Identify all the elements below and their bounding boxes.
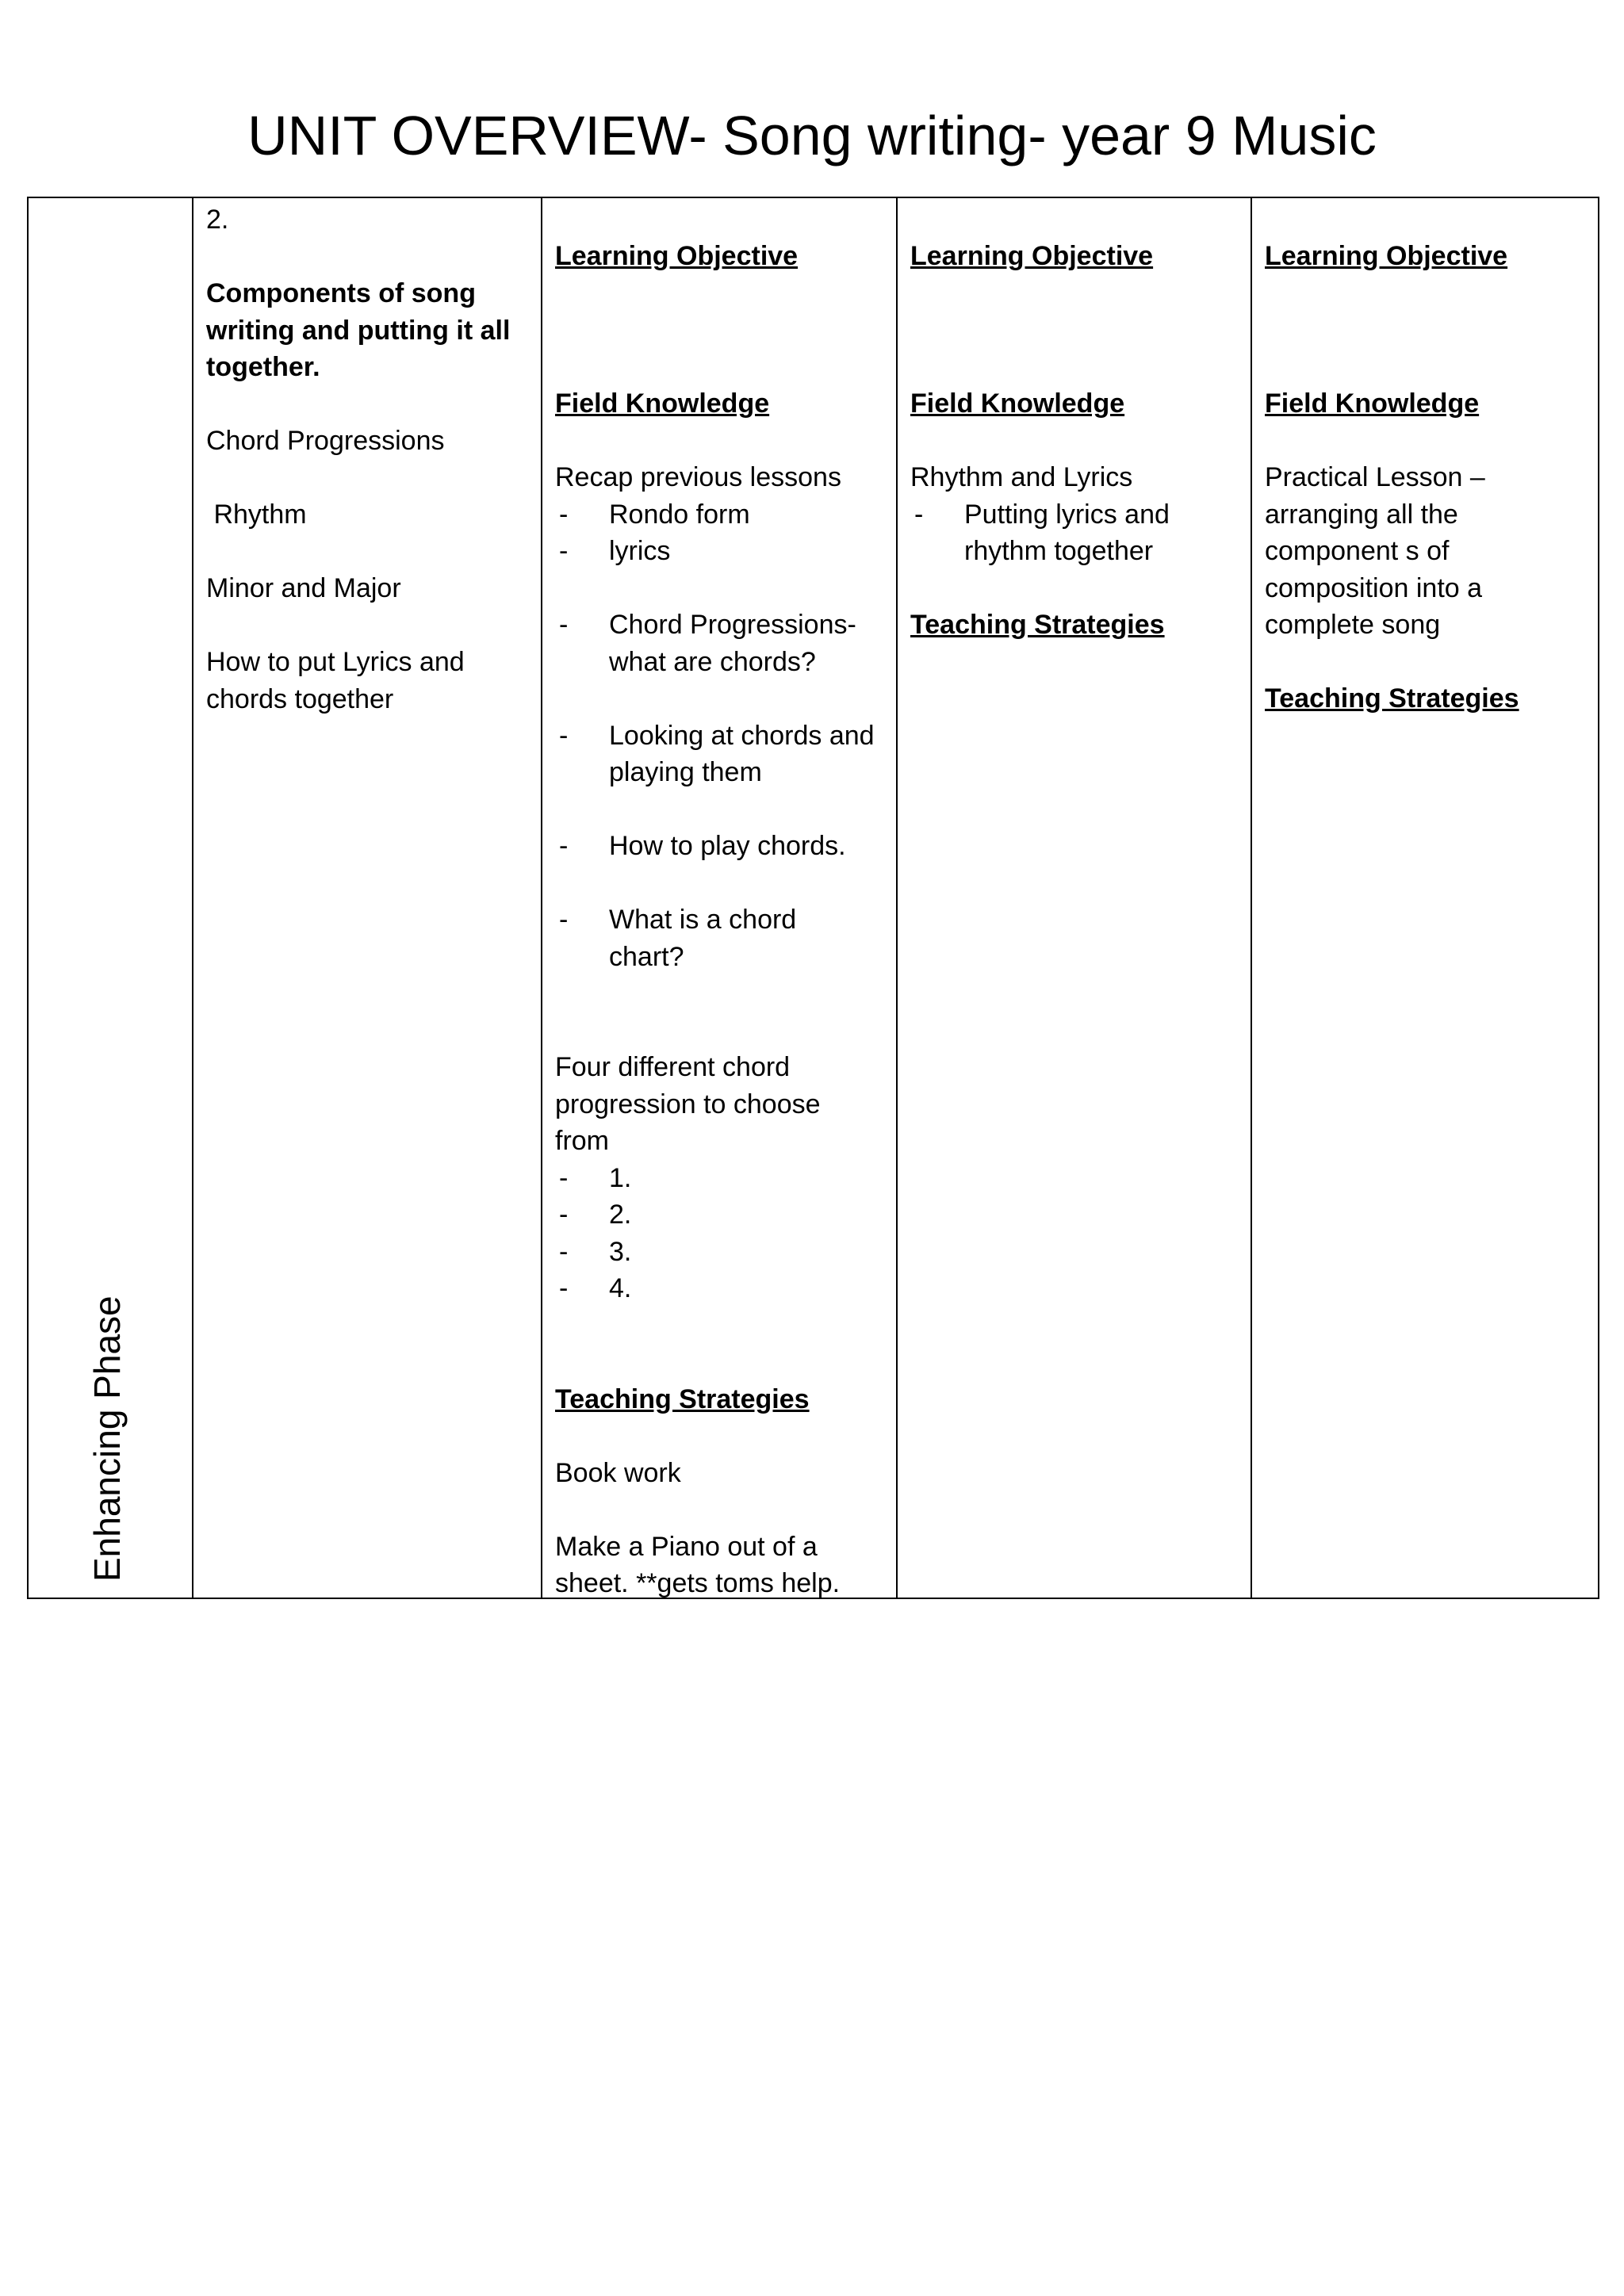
field-knowledge-heading: Field Knowledge <box>1265 388 1480 419</box>
list-item: - 4. <box>555 1270 888 1307</box>
teaching-strategies-heading: Teaching Strategies <box>1265 683 1519 714</box>
field-knowledge-heading: Field Knowledge <box>555 388 770 419</box>
list-item: - Chord Progressions- what are chords? <box>555 607 871 680</box>
list-marker: - <box>559 1162 569 1193</box>
topic-item: Chord Progressions <box>206 426 445 456</box>
list-item: - lyrics <box>555 533 888 570</box>
learning-objective-heading: Learning Objective <box>555 241 799 271</box>
topic-heading: Components of song writing and putting it all together. <box>206 278 511 382</box>
list-item: - 3. <box>555 1234 888 1271</box>
phase-cell <box>29 198 192 1598</box>
topic-item: Rhythm <box>206 499 307 530</box>
recap-list <box>555 496 888 570</box>
lesson-3-text: Practical Lesson – arranging all the component s of composition into a complete song <box>1265 462 1485 640</box>
column-divider <box>1251 198 1252 1598</box>
list-item: - What is a chord chart? <box>555 901 815 975</box>
lesson-1-cell <box>555 198 888 1598</box>
topic-cell <box>206 198 531 1598</box>
progression-list <box>555 1160 888 1307</box>
learning-objective-heading: Learning Objective <box>910 241 1154 271</box>
list-item: - Rondo form <box>555 496 888 534</box>
chord-list <box>555 828 888 865</box>
teaching-strategies-heading: Teaching Strategies <box>910 610 1165 640</box>
list-marker: - <box>559 1236 569 1267</box>
lesson-2-intro: Rhythm and Lyrics <box>910 462 1133 492</box>
strategy-item: Book work <box>555 1457 681 1488</box>
topic-number: 2. <box>206 205 229 235</box>
strategy-item: Make a Piano out of a sheet. **gets toms help. <box>555 1531 841 1598</box>
page-title: UNIT OVERVIEW- Song writing- year 9 Music <box>247 105 1377 166</box>
chord-list <box>555 718 888 791</box>
chord-list <box>555 607 888 680</box>
list-marker: - <box>559 1200 569 1230</box>
lesson-3-cell <box>1265 198 1590 1598</box>
phase-label: Enhancing Phase <box>86 1295 128 1582</box>
lesson-2-list <box>910 496 1243 570</box>
list-marker: - <box>559 499 569 530</box>
list-marker: - <box>914 499 924 530</box>
list-item: - How to play chords. <box>555 828 888 865</box>
field-knowledge-heading: Field Knowledge <box>910 388 1125 419</box>
column-divider <box>896 198 898 1598</box>
list-item: - Looking at chords and playing them <box>555 718 883 791</box>
list-item: - Putting lyrics and rhythm together <box>910 496 1226 570</box>
recap-text: Recap previous lessons <box>555 462 841 492</box>
learning-objective-heading: Learning Objective <box>1265 241 1508 271</box>
teaching-strategies-heading: Teaching Strategies <box>555 1383 810 1414</box>
list-item: - 1. <box>555 1160 888 1197</box>
list-marker: - <box>559 720 569 751</box>
column-divider <box>541 198 542 1598</box>
list-item: - 2. <box>555 1196 888 1234</box>
topic-item: Minor and Major <box>206 573 401 603</box>
list-marker: - <box>559 610 569 640</box>
list-marker: - <box>559 905 569 935</box>
column-divider <box>192 198 193 1598</box>
list-marker: - <box>559 1273 569 1303</box>
list-marker: - <box>559 831 569 861</box>
unit-overview-table <box>27 197 1599 1599</box>
progression-intro: Four different chord progression to choose from <box>555 1052 821 1156</box>
list-marker: - <box>559 536 569 566</box>
lesson-2-cell <box>910 198 1243 1598</box>
topic-item: How to put Lyrics and chords together <box>206 647 465 714</box>
chord-list <box>555 901 888 975</box>
